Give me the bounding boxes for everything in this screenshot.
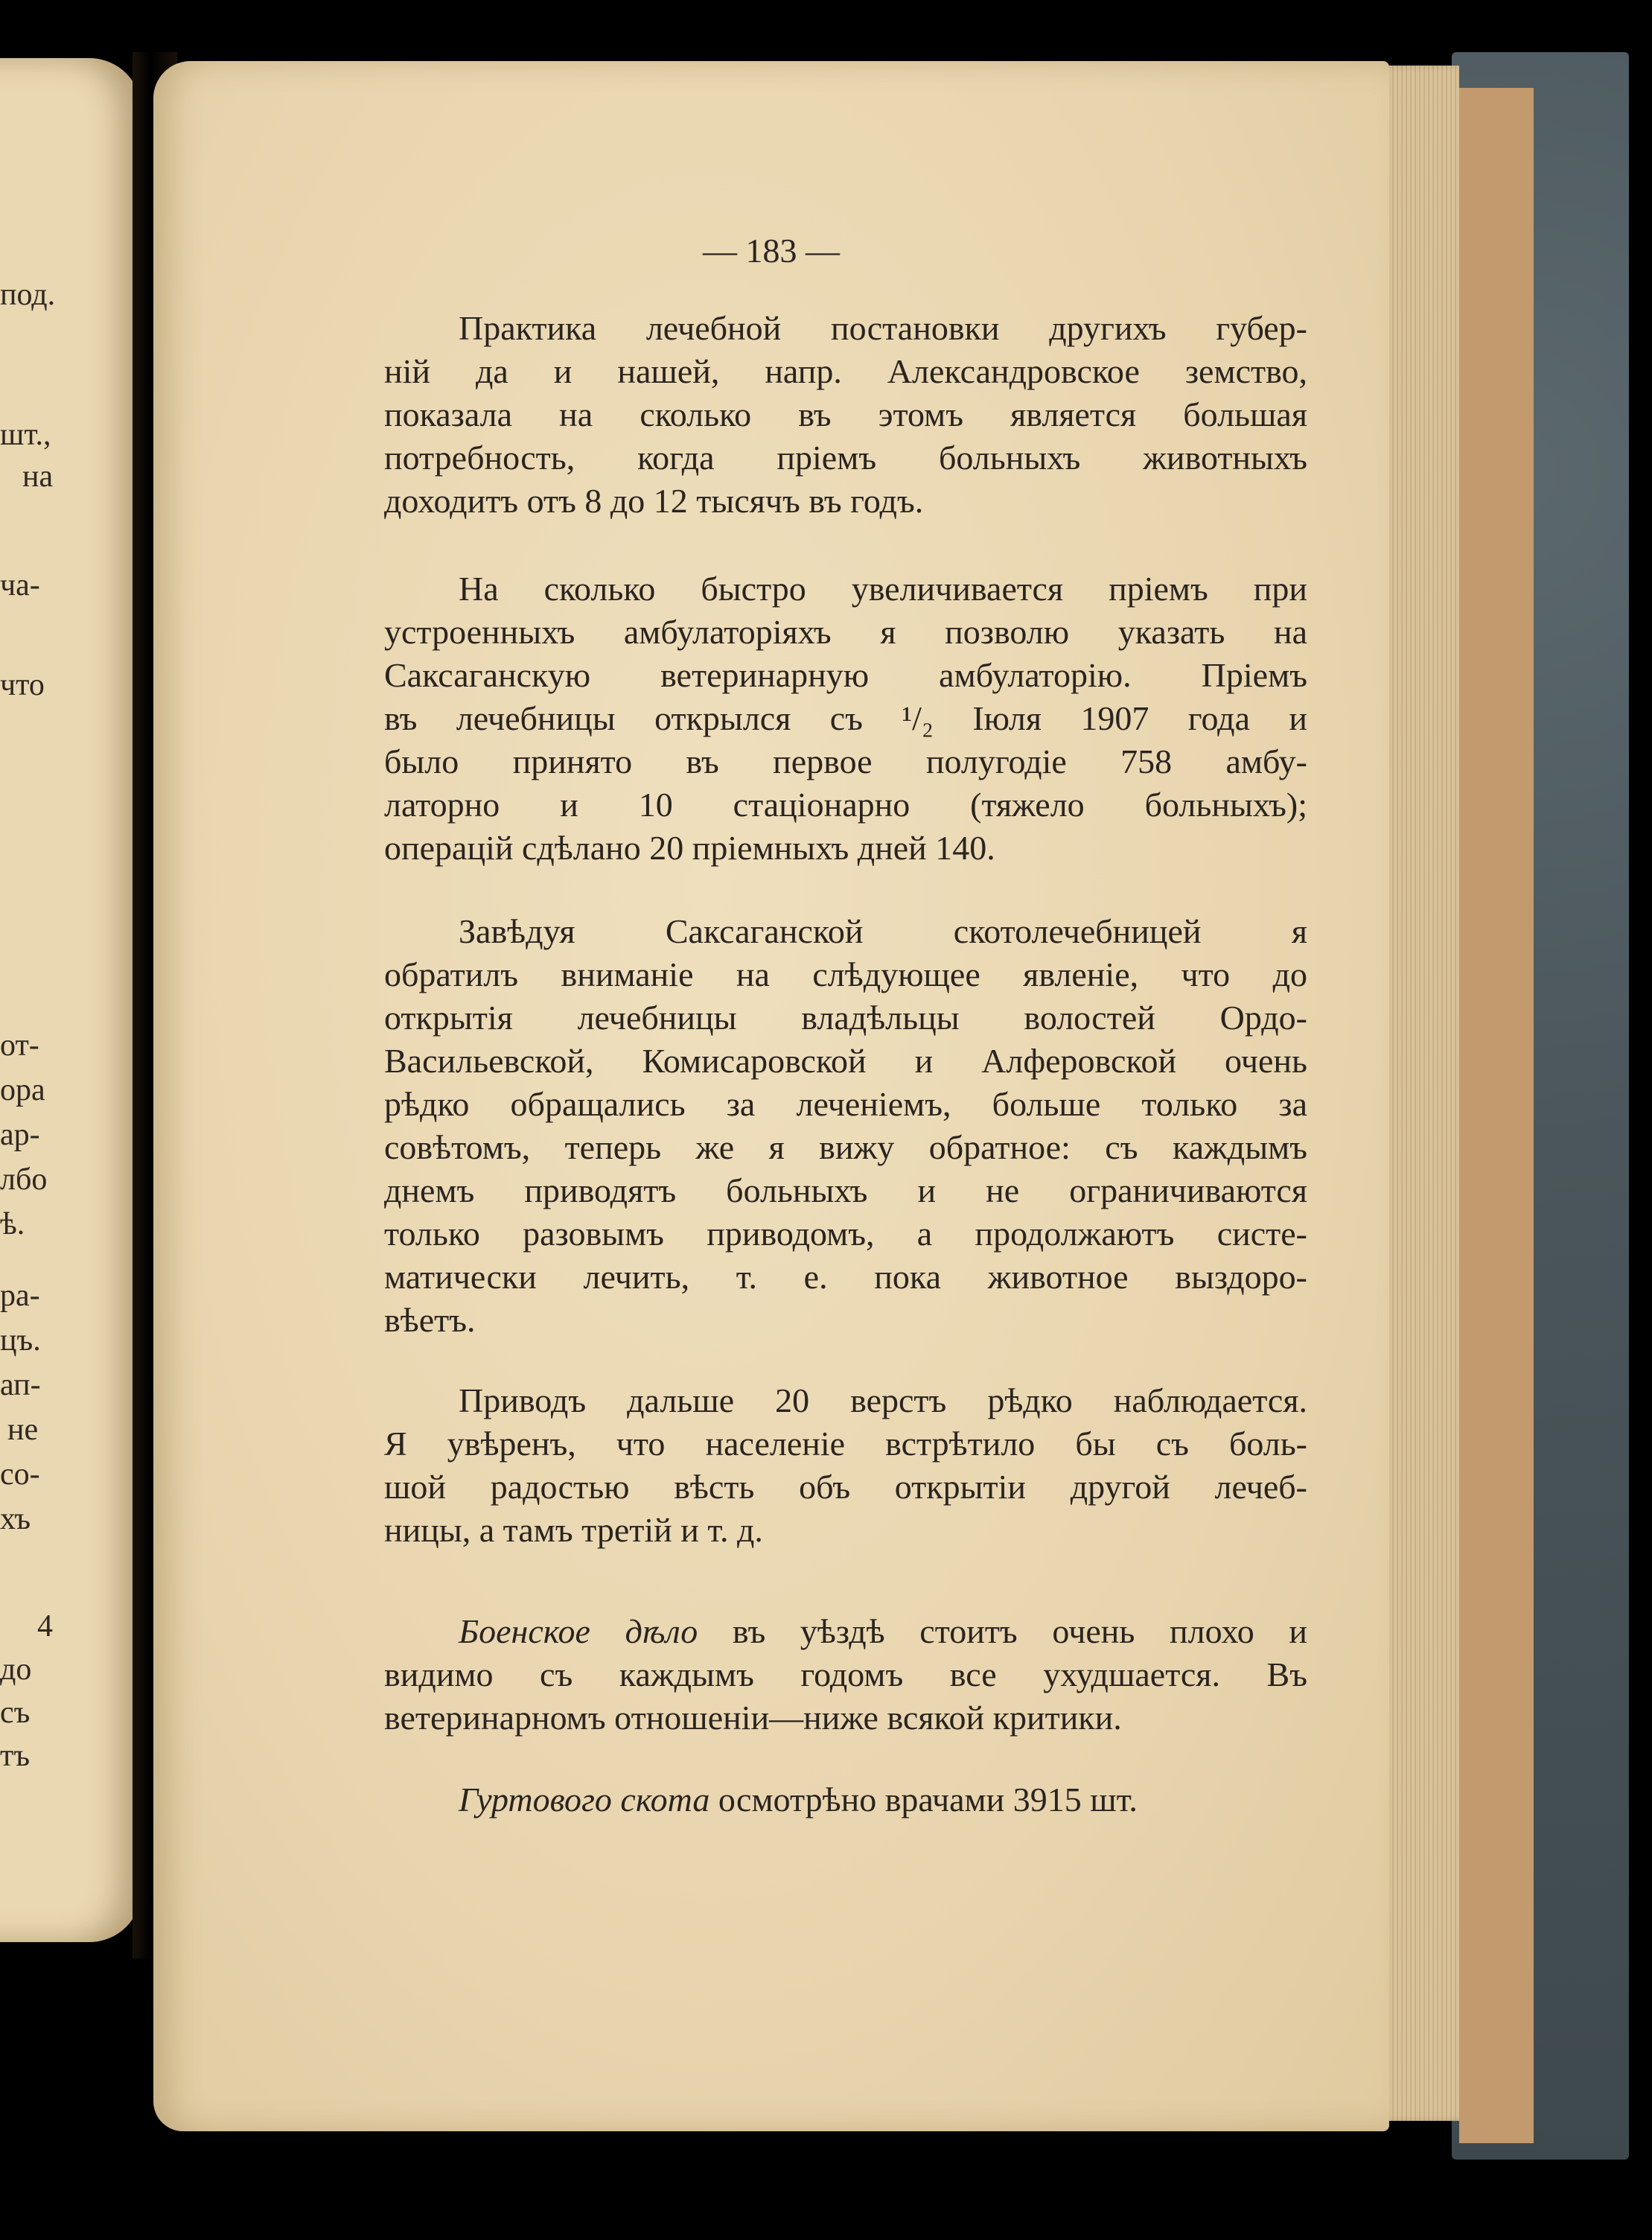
text-line: было принято въ первое полугодіе 758 амбу- [384,742,1307,780]
prev-page-fragment: на [22,459,54,494]
text-line: вѣетъ. [384,1301,476,1339]
prev-page-fragment: шт., [0,418,51,452]
prev-page-fragment: не [7,1413,39,1447]
text-line: шой радостью вѣсть объ открытіи другой лечеб- [384,1468,1307,1506]
text-span: осмотрѣно врачами 3915 шт. [709,1781,1138,1819]
prev-page-fragment: съ [0,1696,31,1730]
text-line: Практика лечебной постановки другихъ губер- [459,309,1307,347]
book-page [153,61,1389,2131]
text-line: совѣтомъ, теперь же я вижу обратное: съ каждымъ [384,1128,1307,1166]
text-line: матически лечить, т. е. пока животное выздоро- [384,1258,1307,1296]
text-line: латорно и 10 стаціонарно (тяжело больныхъ); [384,786,1307,824]
text-line: Я увѣренъ, что населеніе встрѣтило бы съ боль- [384,1425,1307,1463]
text-line: Завѣдуя Саксаганской скотолечебницей я [459,912,1307,950]
prev-page-fragment: 4 [37,1609,53,1644]
text-line: видимо съ каждымъ годомъ все ухудшается. Въ [384,1655,1307,1693]
text-line: ній да и нашей, напр. Александровское земство, [384,352,1307,390]
text-line: показала на сколько въ этомъ является большая [384,395,1307,433]
prev-page-fragment: ра- [0,1279,40,1313]
text-line: ницы, а тамъ третій и т. д. [384,1511,763,1549]
text-line: только разовымъ приводомъ, а продолжаютъ систе- [384,1215,1307,1253]
text-line: Саксаганскую ветеринарную амбулаторію. Пріемъ [384,656,1307,694]
prev-page-fragment: что [0,668,45,702]
prev-page-fragment: под. [0,278,56,312]
cover-board-edge [1459,88,1534,2143]
prev-page-fragment: цъ. [0,1323,41,1358]
text-line: доходитъ отъ 8 до 12 тысячъ въ годъ. [384,482,924,520]
page-number: — 183 — [703,232,840,270]
prev-page-fragment: со- [0,1457,40,1492]
prev-page-fragment: до [0,1652,32,1687]
text-line: операцій сдѣлано 20 пріемныхъ дней 140. [384,829,995,867]
text-line: открытія лечебницы владѣльцы волостей Ордо- [384,999,1307,1037]
text-line: рѣдко обращались за леченіемъ, больше только за [384,1085,1307,1123]
text-line: въ лечебницы открылся съ ¹/₂ Іюля 1907 года и [384,699,1307,737]
prev-page-fragment: от- [0,1028,39,1063]
text-line: Приводъ дальше 20 верстъ рѣдко наблюдается. [459,1381,1307,1419]
page-edges [1381,66,1459,2121]
prev-page-fragment: ора [0,1073,45,1107]
prev-page-fragment: тъ [0,1739,31,1773]
prev-page-fragment: ар- [0,1118,40,1152]
prev-page-fragment: хъ [0,1502,31,1536]
text-line: обратилъ вниманіе на слѣдующее явленіе, что до [384,955,1307,993]
text-line: ветеринарномъ отношеніи—ниже всякой критики. [384,1699,1122,1737]
italic-lead: Боенское дѣло [459,1612,698,1650]
text-line: днемъ приводятъ больныхъ и не ограничиваются [384,1171,1307,1209]
prev-page-fragment: ап- [0,1368,41,1402]
italic-lead: Гуртового скота [459,1781,710,1819]
prev-page-fragment: ѣ. [0,1207,25,1241]
text-line: На сколько быстро увеличивается пріемъ при [459,570,1307,608]
text-line [384,1610,1307,1653]
text-line: Васильевской, Комисаровской и Алферовской очень [384,1042,1307,1080]
text-line [384,1778,1307,1821]
text-line: устроенныхъ амбулаторіяхъ я позволю указать на [384,613,1307,651]
prev-page-fragment: лбо [0,1162,48,1197]
prev-page-fragment: ча- [0,568,40,602]
text-line: потребность, когда пріемъ больныхъ животныхъ [384,439,1307,477]
text-span: въ уѣздѣ стоитъ очень плохо и [698,1612,1307,1650]
